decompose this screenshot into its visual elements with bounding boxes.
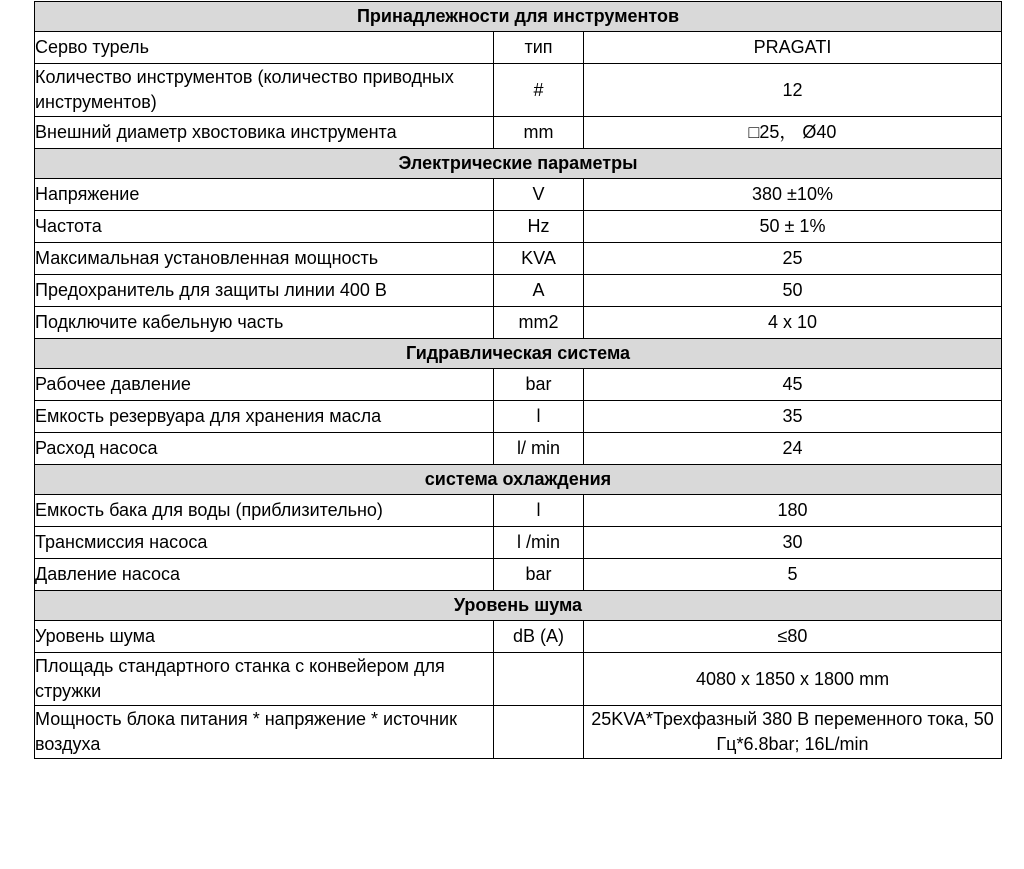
table-row [35, 64, 1002, 117]
section-title: система охлаждения [35, 465, 1002, 495]
unit-cell: l [494, 401, 584, 433]
table-row [35, 495, 1002, 527]
unit-cell: l/ min [494, 433, 584, 465]
table-row [35, 369, 1002, 401]
value-cell: PRAGATI [584, 32, 1002, 64]
table-row [35, 401, 1002, 433]
unit-cell: mm2 [494, 307, 584, 339]
unit-cell: bar [494, 369, 584, 401]
unit-cell [494, 653, 584, 706]
unit-cell: # [494, 64, 584, 117]
param-label: Трансмиссия насоса [35, 527, 494, 559]
param-label: Предохранитель для защиты линии 400 В [35, 275, 494, 307]
section-title: Гидравлическая система [35, 339, 1002, 369]
param-label: Частота [35, 211, 494, 243]
value-cell: 4080 x 1850 x 1800 mm [584, 653, 1002, 706]
table-row [35, 179, 1002, 211]
value-cell: 25 [584, 243, 1002, 275]
section-title: Принадлежности для инструментов [35, 2, 1002, 32]
table-row [35, 243, 1002, 275]
table-row [35, 706, 1002, 759]
value-cell: 50 [584, 275, 1002, 307]
param-label: Напряжение [35, 179, 494, 211]
value-cell: □25， Ø40 [584, 117, 1002, 149]
param-label: Рабочее давление [35, 369, 494, 401]
param-label: Подключите кабельную часть [35, 307, 494, 339]
value-cell: 380 ±10% [584, 179, 1002, 211]
unit-cell: тип [494, 32, 584, 64]
unit-cell: Hz [494, 211, 584, 243]
unit-cell: bar [494, 559, 584, 591]
table-row [35, 307, 1002, 339]
section-title: Уровень шума [35, 591, 1002, 621]
param-label: Емкость резервуара для хранения масла [35, 401, 494, 433]
param-label: Расход насоса [35, 433, 494, 465]
section-header-row [35, 149, 1002, 179]
section-header-row [35, 2, 1002, 32]
value-cell: 25KVA*Трехфазный 380 В переменного тока, 50 Гц*6.8bar; 16L/min [584, 706, 1002, 759]
table-row [35, 117, 1002, 149]
table-row [35, 275, 1002, 307]
value-cell: 180 [584, 495, 1002, 527]
value-cell: 4 x 10 [584, 307, 1002, 339]
param-label: Емкость бака для воды (приблизительно) [35, 495, 494, 527]
table-row [35, 32, 1002, 64]
unit-cell: dB (A) [494, 621, 584, 653]
unit-cell: mm [494, 117, 584, 149]
unit-cell: V [494, 179, 584, 211]
table-row [35, 559, 1002, 591]
unit-cell: l [494, 495, 584, 527]
value-cell: ≤80 [584, 621, 1002, 653]
value-cell: 45 [584, 369, 1002, 401]
value-cell: 24 [584, 433, 1002, 465]
table-row [35, 211, 1002, 243]
unit-cell [494, 706, 584, 759]
table-row [35, 433, 1002, 465]
table-row [35, 621, 1002, 653]
value-cell: 30 [584, 527, 1002, 559]
value-cell: 50 ± 1% [584, 211, 1002, 243]
table-row [35, 527, 1002, 559]
section-header-row [35, 591, 1002, 621]
spec-table [34, 1, 1002, 759]
param-label: Давление насоса [35, 559, 494, 591]
unit-cell: A [494, 275, 584, 307]
section-title: Электрические параметры [35, 149, 1002, 179]
table-row [35, 653, 1002, 706]
param-label: Максимальная установленная мощность [35, 243, 494, 275]
unit-cell: KVA [494, 243, 584, 275]
unit-cell: l /min [494, 527, 584, 559]
param-label: Мощность блока питания * напряжение * источник воздуха [35, 706, 494, 759]
value-cell: 35 [584, 401, 1002, 433]
param-label: Внешний диаметр хвостовика инструмента [35, 117, 494, 149]
param-label: Уровень шума [35, 621, 494, 653]
param-label: Площадь стандартного станка с конвейером для стружки [35, 653, 494, 706]
value-cell: 12 [584, 64, 1002, 117]
section-header-row [35, 465, 1002, 495]
param-label: Количество инструментов (количество приводных инструментов) [35, 64, 494, 117]
section-header-row [35, 339, 1002, 369]
param-label: Серво турель [35, 32, 494, 64]
value-cell: 5 [584, 559, 1002, 591]
